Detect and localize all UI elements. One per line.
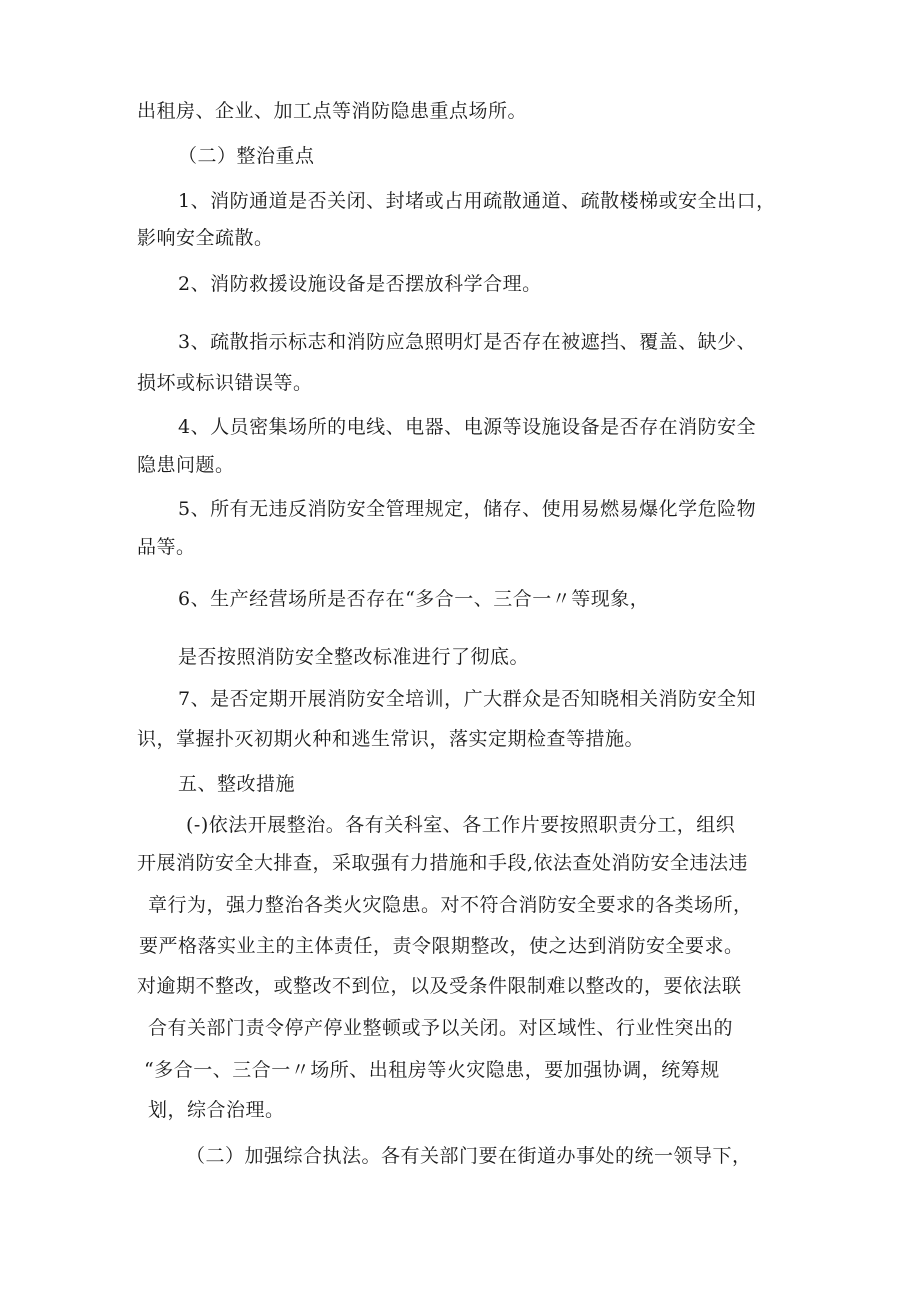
text-line-25: （二）加强综合执法。各有关部门要在街道办事处的统一领导下， xyxy=(186,1145,752,1167)
text-line-10: 5、所有无违反消防安全管理规定，储存、使用易燃易爆化学危险物 xyxy=(178,498,757,520)
text-line-6: 3、疏散指示标志和消防应急照明灯是否存在被遮挡、覆盖、缺少、 xyxy=(178,331,757,353)
section-heading-rectification-focus: （二）整治重点 xyxy=(178,145,315,167)
text-line-22: 合有关部门责令停产停业整顿或予以关闭。对区域性、行业性突出的 xyxy=(148,1017,734,1039)
text-line-11: 品等。 xyxy=(137,536,196,558)
section-heading-rectification-measures: 五、整改措施 xyxy=(178,773,296,795)
text-line-23: “多合一、三合一〃场所、出租房等火灾隐患，要加强协调，统筹规 xyxy=(144,1059,720,1081)
text-line-18: 开展消防安全大排查，采取强有力措施和手段,依法查处消防安全违法违 xyxy=(137,852,749,874)
text-line-4: 影响安全疏散。 xyxy=(137,227,274,249)
text-line-21: 对逾期不整改，或整改不到位，以及受条件限制难以整改的，要依法联 xyxy=(137,975,742,997)
text-line-9: 隐患问题。 xyxy=(137,454,235,476)
text-line-1: 出租房、企业、加工点等消防隐患重点场所。 xyxy=(137,100,528,122)
text-line-13: 是否按照消防安全整改标准进行了彻底。 xyxy=(178,646,530,668)
text-line-12: 6、生产经营场所是否存在“多合一、三合一〃等现象， xyxy=(178,588,650,610)
text-line-8: 4、人员密集场所的电线、电器、电源等设施设备是否存在消防安全 xyxy=(178,416,757,438)
text-line-24: 划，综合治理。 xyxy=(148,1099,285,1121)
text-line-14: 7、是否定期开展消防安全培训，广大群众是否知晓相关消防安全知 xyxy=(178,688,757,710)
text-line-7: 损坏或标识错误等。 xyxy=(137,372,313,394)
text-line-15: 识，掌握扑灭初期火种和逃生常识，落实定期检查等措施。 xyxy=(137,728,645,750)
text-line-3: 1、消防通道是否关闭、封堵或占用疏散通道、疏散楼梯或安全出口， xyxy=(178,190,776,212)
text-line-20: 要严格落实业主的主体责任，责令限期整改，使之达到消防安全要求。 xyxy=(139,935,744,957)
text-line-19: 章行为，强力整治各类火灾隐患。对不符合消防安全要求的各类场所， xyxy=(148,894,753,916)
text-line-17: (-)依法开展整治。各有关科室、各工作片要按照职责分工，组织 xyxy=(186,814,736,836)
text-line-5: 2、消防救援设施设备是否摆放科学合理。 xyxy=(178,273,542,295)
